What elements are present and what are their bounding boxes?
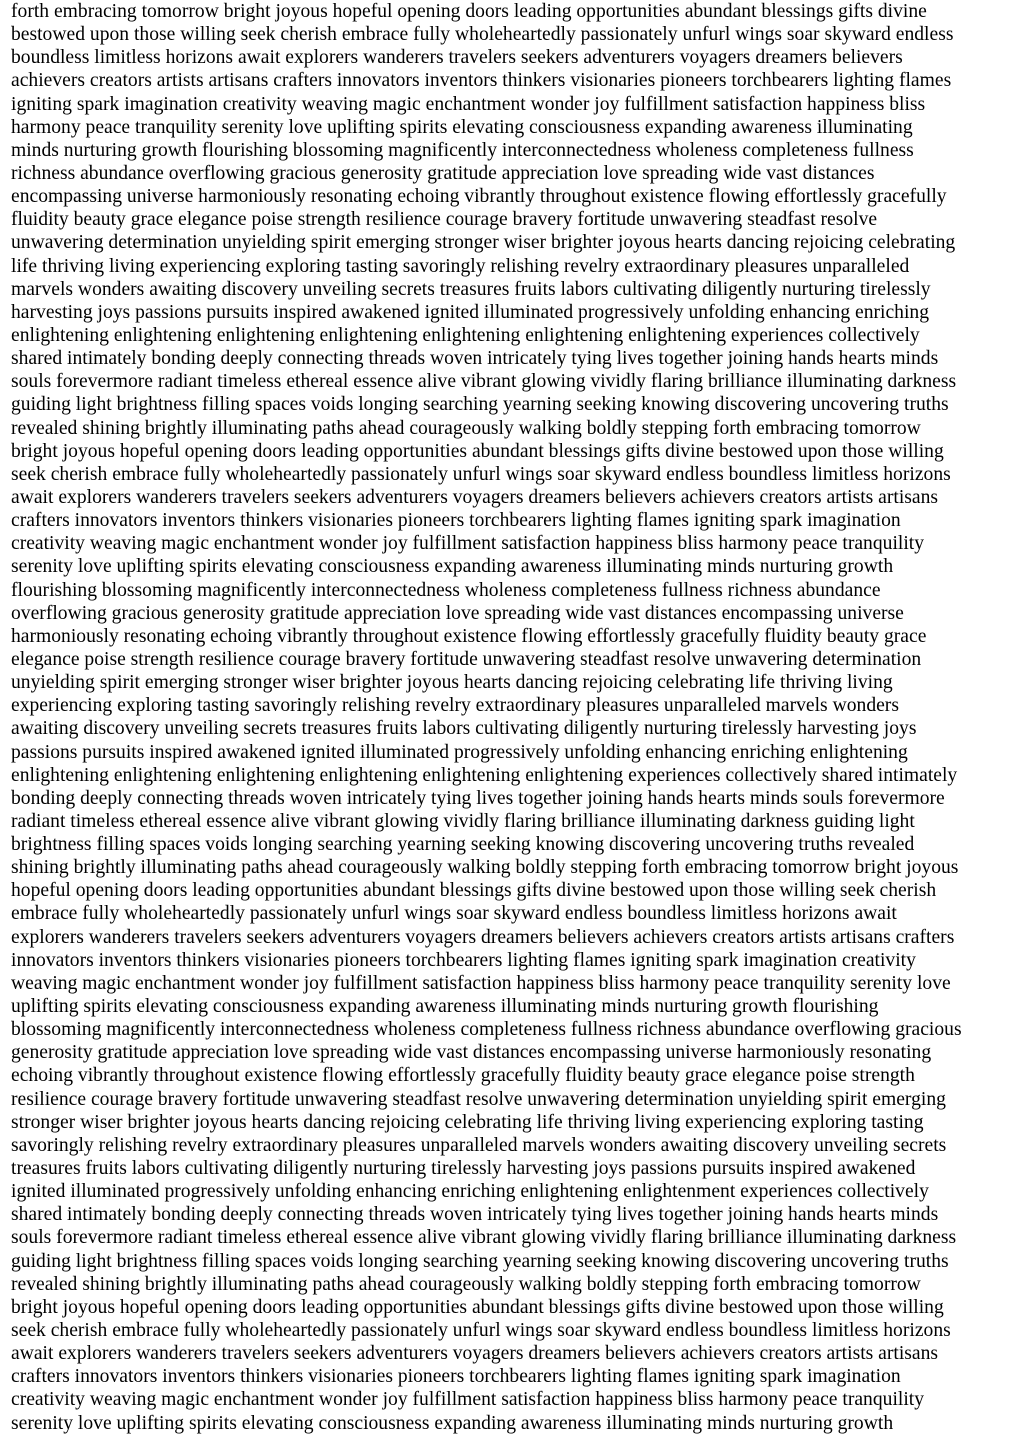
text-line: crafters innovators inventors thinkers visionaries pioneers torchbearers lighting flames igniting spark imagination: [11, 1366, 901, 1388]
text-line: ignited illuminated progressively unfolding enhancing enriching enlightening enlightenment experiences collectively: [11, 1181, 929, 1203]
text-line: passions pursuits inspired awakened ignited illuminated progressively unfolding enhancing enriching enlightening: [11, 741, 908, 763]
text-line: elegance poise strength resilience courage bravery fortitude unwavering steadfast resolve unwavering determination: [11, 648, 922, 670]
text-line: enlightening enlightening enlightening enlightening enlightening enlightening enlightening experiences collectively: [11, 324, 920, 346]
text-line: creativity weaving magic enchantment wonder joy fulfillment satisfaction happiness bliss harmony peace tranquility: [11, 533, 925, 555]
text-line: radiant timeless ethereal essence alive vibrant glowing vividly flaring brilliance illuminating darkness guiding light: [11, 810, 915, 832]
text-line: generosity gratitude appreciation love spreading wide vast distances encompassing universe harmoniously resonating: [11, 1042, 932, 1064]
text-line: harmony peace tranquility serenity love uplifting spirits elevating consciousness expanding awareness illuminating: [11, 116, 913, 138]
text-line: enlightening enlightening enlightening enlightening enlightening enlightening experiences collectively shared intimately: [11, 764, 958, 786]
text-line: fluidity beauty grace elegance poise strength resilience courage bravery fortitude unwavering steadfast resolve: [11, 209, 878, 231]
text-line: richness abundance overflowing gracious generosity gratitude appreciation love spreading wide vast distances: [11, 162, 875, 184]
text-line: bestowed upon those willing seek cherish embrace fully wholeheartedly passionately unfurl wings soar skyward endless: [11, 24, 954, 46]
text-line: achievers creators artists artisans crafters innovators inventors thinkers visionaries pioneers torchbearers lighting flames: [11, 70, 952, 92]
text-line: embrace fully wholeheartedly passionately unfurl wings soar skyward endless boundless limitless horizons await: [11, 903, 897, 925]
text-line: resilience courage bravery fortitude unwavering steadfast resolve unwavering determination unyielding spirit emerging: [11, 1088, 946, 1110]
text-line: seek cherish embrace fully wholeheartedly passionately unfurl wings soar skyward endless boundless limitless horizons: [11, 463, 951, 485]
text-line: shared intimately bonding deeply connecting threads woven intricately tying lives together joining hands hearts minds: [11, 348, 939, 370]
text-line: unwavering determination unyielding spirit emerging stronger wiser brighter joyous hearts dancing rejoicing celebrating: [11, 232, 956, 254]
text-line: revealed shining brightly illuminating paths ahead courageously walking boldly stepping forth embracing tomorrow: [11, 417, 921, 439]
text-line: bonding deeply connecting threads woven intricately tying lives together joining hands hearts minds souls forevermore: [11, 787, 945, 809]
text-line: savoringly relishing revelry extraordinary pleasures unparalleled marvels wonders awaiting discovery unveiling secrets: [11, 1134, 947, 1156]
text-line: harvesting joys passions pursuits inspired awakened ignited illuminated progressively unfolding enhancing enriching: [11, 301, 930, 323]
text-line: forth embracing tomorrow bright joyous hopeful opening doors leading opportunities abundant blessings gifts divine: [11, 1, 927, 22]
text-line: life thriving living experiencing exploring tasting savoringly relishing revelry extraordinary pleasures unparalleled: [11, 255, 910, 277]
text-line: weaving magic enchantment wonder joy fulfillment satisfaction happiness bliss harmony peace tranquility serenity love: [11, 972, 951, 994]
text-line: hopeful opening doors leading opportunities abundant blessings gifts divine bestowed upon those willing seek cherish: [11, 880, 937, 902]
text-line: await explorers wanderers travelers seekers adventurers voyagers dreamers believers achievers creators artists artisans: [11, 1343, 939, 1365]
text-line: crafters innovators inventors thinkers visionaries pioneers torchbearers lighting flames igniting spark imagination: [11, 510, 901, 532]
text-line: revealed shining brightly illuminating paths ahead courageously walking boldly stepping forth embracing tomorrow: [11, 1273, 921, 1295]
text-line: shared intimately bonding deeply connecting threads woven intricately tying lives together joining hands hearts minds: [11, 1204, 939, 1226]
text-line: experiencing exploring tasting savoringly relishing revelry extraordinary pleasures unparalleled marvels wonders: [11, 695, 899, 717]
text-line: stronger wiser brighter joyous hearts dancing rejoicing celebrating life thriving living experiencing exploring tasting: [11, 1111, 924, 1133]
text-line: serenity love uplifting spirits elevating consciousness expanding awareness illuminating minds nurturing growth: [11, 1412, 894, 1434]
text-line: harmoniously resonating echoing vibrantly throughout existence flowing effortlessly gracefully fluidity beauty grace: [11, 625, 927, 647]
text-line: echoing vibrantly throughout existence flowing effortlessly gracefully fluidity beauty grace elegance poise strength: [11, 1065, 915, 1087]
text-line: brightness filling spaces voids longing searching yearning seeking knowing discovering uncovering truths revealed: [11, 834, 915, 856]
text-line: uplifting spirits elevating consciousness expanding awareness illuminating minds nurturing growth flourishing: [11, 996, 879, 1018]
text-line: blossoming magnificently interconnectedness wholeness completeness fullness richness abundance overflowing gracious: [11, 1019, 962, 1041]
text-line: minds nurturing growth flourishing blossoming magnificently interconnectedness wholeness completeness fullness: [11, 139, 914, 161]
text-line: guiding light brightness filling spaces voids longing searching yearning seeking knowing discovering uncovering truths: [11, 1250, 949, 1272]
text-line: shining brightly illuminating paths ahead courageously walking boldly stepping forth embracing tomorrow bright joyous: [11, 857, 959, 879]
text-line: marvels wonders awaiting discovery unveiling secrets treasures fruits labors cultivating diligently nurturing tirelessly: [11, 278, 931, 300]
text-line: bright joyous hopeful opening doors leading opportunities abundant blessings gifts divine bestowed upon those willing: [11, 440, 944, 462]
text-line: souls forevermore radiant timeless ethereal essence alive vibrant glowing vividly flaring brilliance illuminating darkness: [11, 1227, 957, 1249]
text-line: overflowing gracious generosity gratitude appreciation love spreading wide vast distances encompassing universe: [11, 602, 904, 624]
text-line: boundless limitless horizons await explorers wanderers travelers seekers adventurers voyagers dreamers believers: [11, 47, 903, 69]
text-line: serenity love uplifting spirits elevating consciousness expanding awareness illuminating minds nurturing growth: [11, 556, 894, 578]
text-line: guiding light brightness filling spaces voids longing searching yearning seeking knowing discovering uncovering truths: [11, 394, 949, 416]
text-line: souls forevermore radiant timeless ethereal essence alive vibrant glowing vividly flaring brilliance illuminating darkness: [11, 371, 957, 393]
body-text: [11, 0, 1015, 1435]
text-line: innovators inventors thinkers visionaries pioneers torchbearers lighting flames igniting spark imagination creativity: [11, 949, 916, 971]
text-line: unyielding spirit emerging stronger wiser brighter joyous hearts dancing rejoicing celebrating life thriving living: [11, 672, 893, 694]
text-line: treasures fruits labors cultivating diligently nurturing tirelessly harvesting joys passions pursuits inspired awakened: [11, 1158, 916, 1180]
text-line: bright joyous hopeful opening doors leading opportunities abundant blessings gifts divine bestowed upon those willing: [11, 1296, 944, 1318]
text-line: explorers wanderers travelers seekers adventurers voyagers dreamers believers achievers creators artists artisans crafters: [11, 926, 955, 948]
text-line: await explorers wanderers travelers seekers adventurers voyagers dreamers believers achievers creators artists artisans: [11, 486, 939, 508]
text-line: awaiting discovery unveiling secrets treasures fruits labors cultivating diligently nurturing tirelessly harvesting joys: [11, 718, 917, 740]
text-line: igniting spark imagination creativity weaving magic enchantment wonder joy fulfillment satisfaction happiness bliss: [11, 93, 926, 115]
text-line: encompassing universe harmoniously resonating echoing vibrantly throughout existence flowing effortlessly gracefully: [11, 186, 947, 208]
text-line: creativity weaving magic enchantment wonder joy fulfillment satisfaction happiness bliss harmony peace tranquility: [11, 1389, 925, 1411]
text-line: seek cherish embrace fully wholeheartedly passionately unfurl wings soar skyward endless boundless limitless horizons: [11, 1320, 951, 1342]
text-line: flourishing blossoming magnificently interconnectedness wholeness completeness fullness richness abundance: [11, 579, 881, 601]
